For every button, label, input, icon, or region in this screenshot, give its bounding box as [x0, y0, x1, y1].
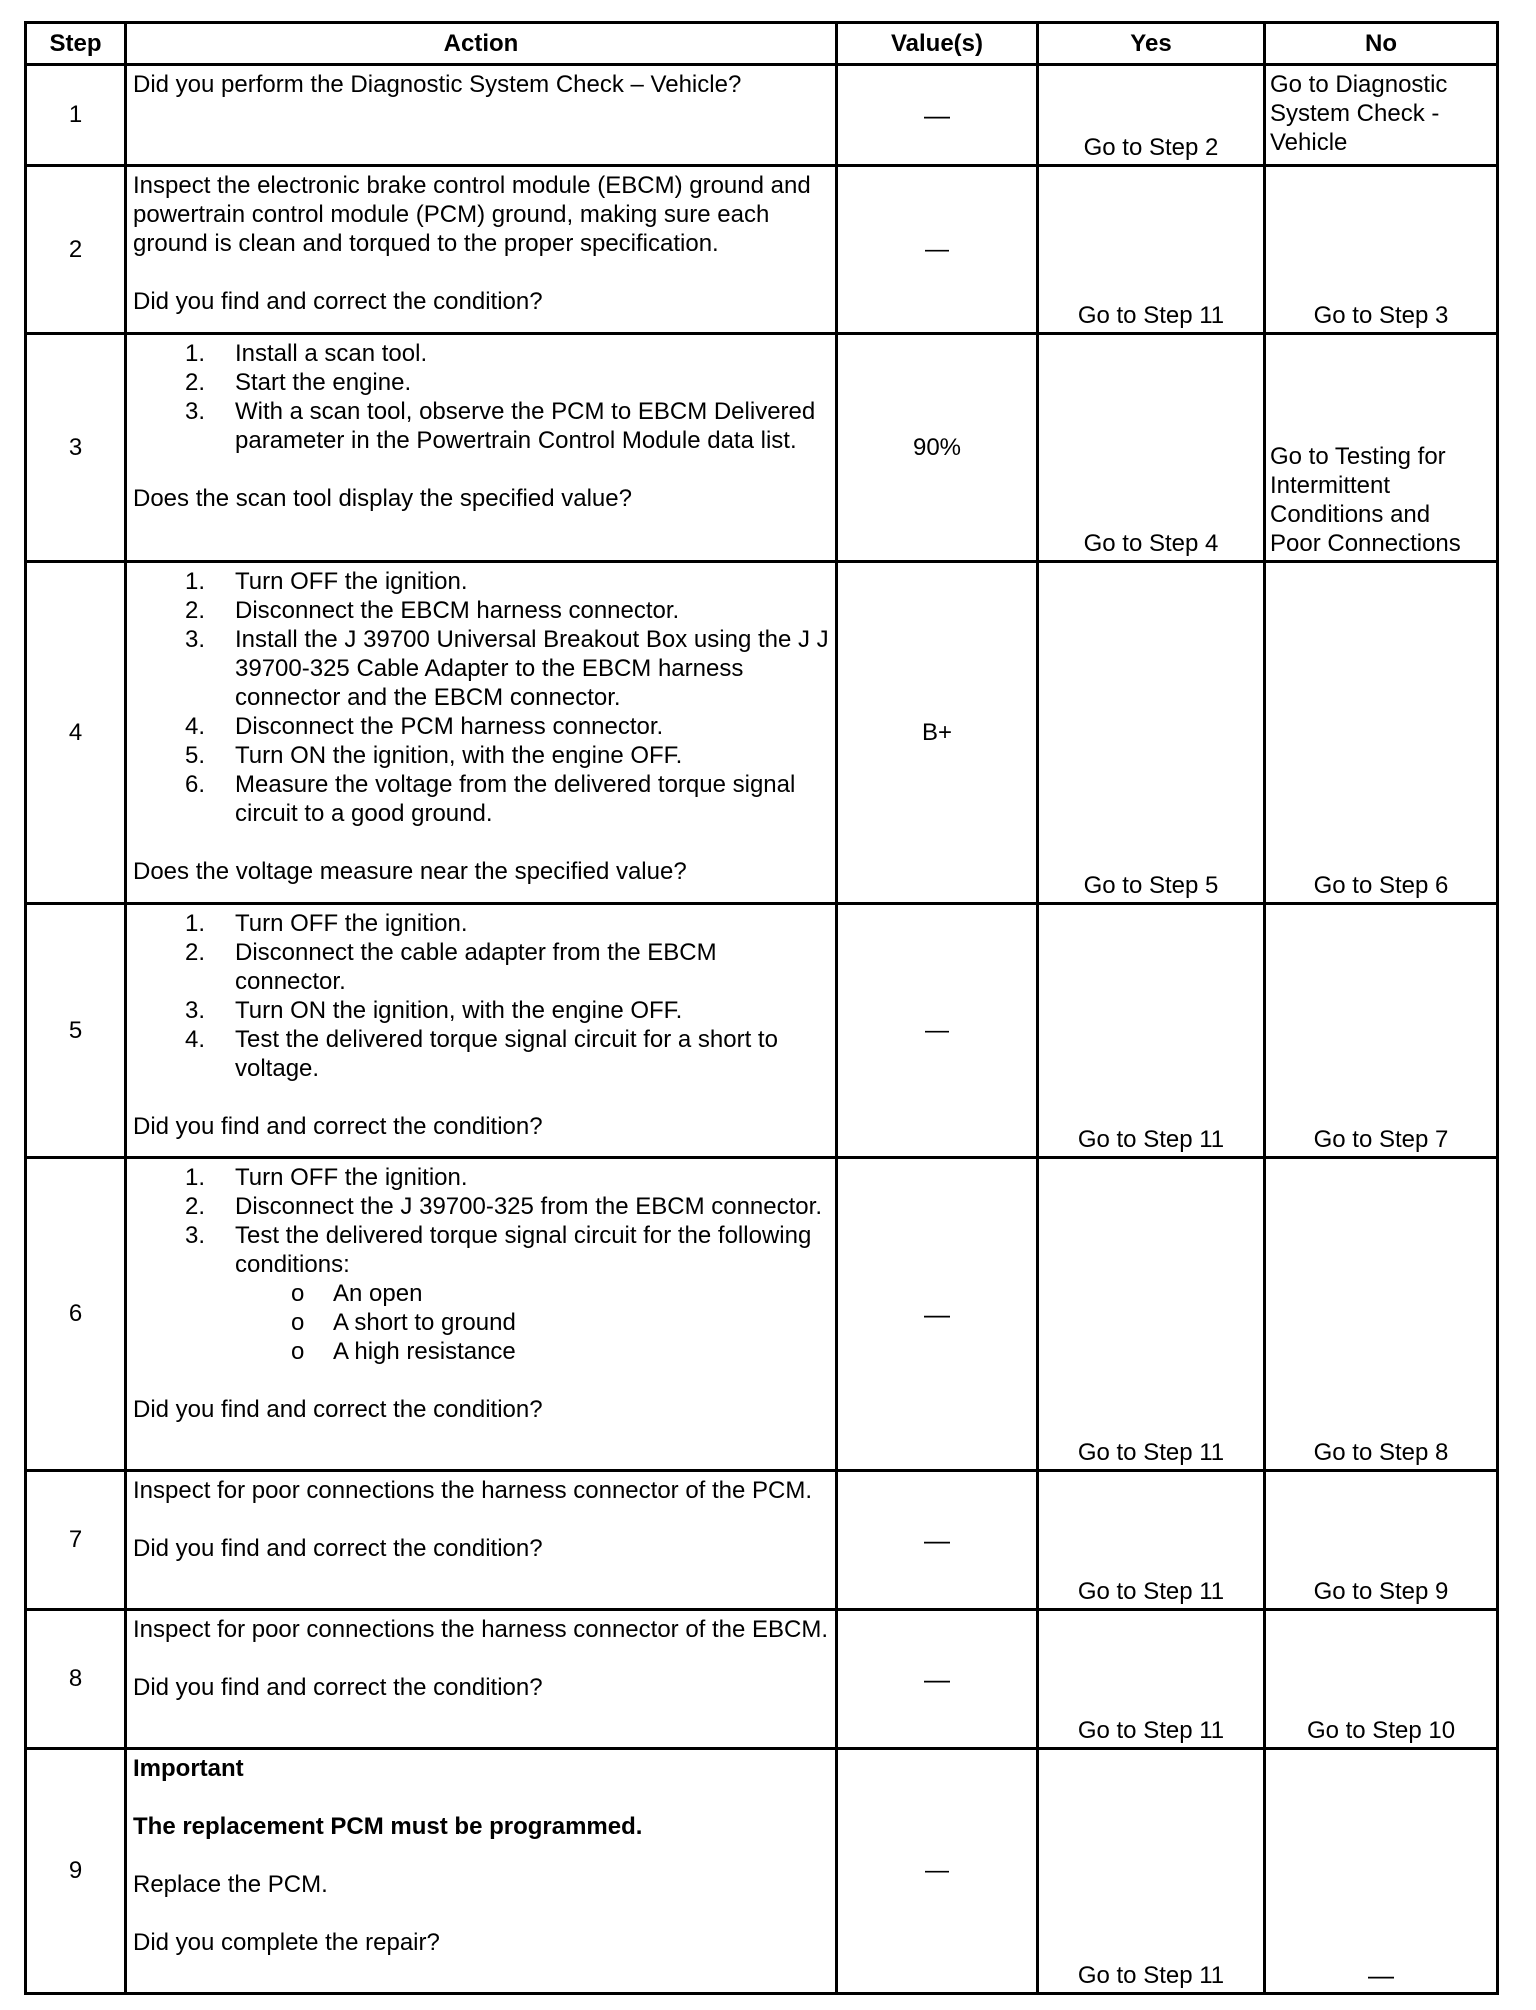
- table-row: [26, 166, 1498, 334]
- no-link[interactable]: Go to Step 9: [1265, 1471, 1498, 1610]
- table-row: [26, 1471, 1498, 1610]
- yes-link[interactable]: Go to Step 2: [1038, 65, 1265, 166]
- action-text: Inspect the electronic brake control module (EBCM) ground and powertrain control module (PCM) ground, making sure each ground is clean and torqued to the proper specification.: [133, 172, 811, 257]
- action-cell: [126, 166, 837, 334]
- procedure-item: 5. Turn ON the ignition, with the engine OFF.: [185, 742, 683, 769]
- action-question: Did you find and correct the condition?: [133, 1113, 543, 1140]
- header-values: Value(s): [837, 23, 1038, 65]
- procedure-item: 3. Install the J 39700 Universal Breakout Box using the J J 39700-325 Cable Adapter to the EBCM harness connector and the EBCM connector.: [185, 626, 829, 711]
- action-question: Does the scan tool display the specified value?: [133, 485, 632, 512]
- step-number: 2: [26, 166, 126, 334]
- action-cell: [126, 904, 837, 1158]
- procedure-item: 2. Disconnect the cable adapter from the EBCM connector.: [185, 939, 717, 995]
- action-text: Inspect for poor connections the harness connector of the EBCM.: [133, 1616, 829, 1643]
- table-row: [26, 65, 1498, 166]
- condition-item: o A short to ground: [291, 1309, 516, 1336]
- yes-link[interactable]: Go to Step 11: [1038, 904, 1265, 1158]
- value-cell: 90%: [837, 334, 1038, 562]
- no-line: Intermittent: [1270, 472, 1391, 499]
- header-no: No: [1265, 23, 1498, 65]
- table-row: [26, 562, 1498, 904]
- action-cell: [126, 1471, 837, 1610]
- header-row: [26, 23, 1498, 65]
- no-line: Conditions and: [1270, 501, 1431, 528]
- procedure-item: 1. Turn OFF the ignition.: [185, 1164, 468, 1191]
- condition-item: o A high resistance: [291, 1338, 516, 1365]
- no-value: —: [1265, 1749, 1498, 1994]
- action-question: Did you complete the repair?: [133, 1929, 440, 1956]
- action-cell: [126, 1610, 837, 1749]
- no-link[interactable]: Go to Step 3: [1265, 166, 1498, 334]
- no-link[interactable]: [1265, 65, 1498, 166]
- procedure-item: 2. Disconnect the J 39700-325 from the EBCM connector.: [185, 1193, 822, 1220]
- diagnostic-table: [24, 21, 1499, 1995]
- yes-link[interactable]: Go to Step 11: [1038, 166, 1265, 334]
- action-cell: [126, 1749, 837, 1994]
- procedure-item: 2. Disconnect the EBCM harness connector.: [185, 597, 680, 624]
- step-number: 6: [26, 1158, 126, 1471]
- table-row: [26, 334, 1498, 562]
- yes-link[interactable]: Go to Step 11: [1038, 1749, 1265, 1994]
- value-cell: —: [837, 1471, 1038, 1610]
- procedure-list: [133, 1163, 829, 1279]
- no-line: System Check -: [1270, 100, 1440, 127]
- step-number: 1: [26, 65, 126, 166]
- step-number: 9: [26, 1749, 126, 1994]
- procedure-item: 1. Turn OFF the ignition.: [185, 910, 468, 937]
- action-cell: [126, 1158, 837, 1471]
- value-cell: B+: [837, 562, 1038, 904]
- value-cell: —: [837, 904, 1038, 1158]
- no-link[interactable]: [1265, 334, 1498, 562]
- procedure-list: [133, 909, 829, 1083]
- yes-link[interactable]: Go to Step 5: [1038, 562, 1265, 904]
- action-text: Did you perform the Diagnostic System Check – Vehicle?: [133, 71, 742, 98]
- value-cell: —: [837, 1749, 1038, 1994]
- action-question: Did you find and correct the condition?: [133, 1535, 543, 1562]
- step-number: 8: [26, 1610, 126, 1749]
- value-cell: —: [837, 1610, 1038, 1749]
- procedure-item: 3. Turn ON the ignition, with the engine OFF.: [185, 997, 683, 1024]
- condition-list: [133, 1279, 829, 1366]
- no-line: Go to Testing for: [1270, 443, 1446, 470]
- yes-link[interactable]: Go to Step 11: [1038, 1158, 1265, 1471]
- no-link[interactable]: Go to Step 6: [1265, 562, 1498, 904]
- table-row: [26, 904, 1498, 1158]
- value-cell: —: [837, 65, 1038, 166]
- no-link[interactable]: Go to Step 7: [1265, 904, 1498, 1158]
- procedure-item: 3. Test the delivered torque signal circuit for the following conditions:: [185, 1222, 812, 1278]
- header-yes: Yes: [1038, 23, 1265, 65]
- table-row: [26, 1158, 1498, 1471]
- step-number: 5: [26, 904, 126, 1158]
- action-text: Replace the PCM.: [133, 1871, 328, 1898]
- action-cell: [126, 65, 837, 166]
- action-cell: [126, 562, 837, 904]
- important-note: The replacement PCM must be programmed.: [133, 1813, 643, 1840]
- procedure-item: 3. With a scan tool, observe the PCM to EBCM Delivered parameter in the Powertrain Control Module data list.: [185, 398, 816, 454]
- procedure-item: 6. Measure the voltage from the delivered torque signal circuit to a good ground.: [185, 771, 796, 827]
- table-row: [26, 1749, 1498, 1994]
- step-number: 3: [26, 334, 126, 562]
- step-number: 7: [26, 1471, 126, 1610]
- procedure-list: [133, 567, 829, 828]
- procedure-item: 1. Turn OFF the ignition.: [185, 568, 468, 595]
- no-line: Poor Connections: [1270, 530, 1461, 557]
- yes-link[interactable]: Go to Step 11: [1038, 1471, 1265, 1610]
- procedure-list: [133, 339, 829, 455]
- action-question: Did you find and correct the condition?: [133, 1396, 543, 1423]
- action-question: Did you find and correct the condition?: [133, 288, 543, 315]
- header-action: Action: [126, 23, 837, 65]
- header-step: Step: [26, 23, 126, 65]
- no-link[interactable]: Go to Step 8: [1265, 1158, 1498, 1471]
- value-cell: —: [837, 166, 1038, 334]
- procedure-item: 4. Disconnect the PCM harness connector.: [185, 713, 664, 740]
- yes-link[interactable]: Go to Step 11: [1038, 1610, 1265, 1749]
- value-cell: —: [837, 1158, 1038, 1471]
- condition-item: o An open: [291, 1280, 423, 1307]
- no-line: Vehicle: [1270, 129, 1348, 156]
- action-question: Does the voltage measure near the specified value?: [133, 858, 687, 885]
- yes-link[interactable]: Go to Step 4: [1038, 334, 1265, 562]
- procedure-item: 1. Install a scan tool.: [185, 340, 428, 367]
- action-question: Did you find and correct the condition?: [133, 1674, 543, 1701]
- action-cell: [126, 334, 837, 562]
- no-link[interactable]: Go to Step 10: [1265, 1610, 1498, 1749]
- procedure-item: 4. Test the delivered torque signal circuit for a short to voltage.: [185, 1026, 778, 1082]
- no-line: Go to Diagnostic: [1270, 71, 1448, 98]
- step-number: 4: [26, 562, 126, 904]
- table-row: [26, 1610, 1498, 1749]
- procedure-item: 2. Start the engine.: [185, 369, 412, 396]
- action-text: Inspect for poor connections the harness connector of the PCM.: [133, 1477, 813, 1504]
- important-heading: Important: [133, 1755, 244, 1782]
